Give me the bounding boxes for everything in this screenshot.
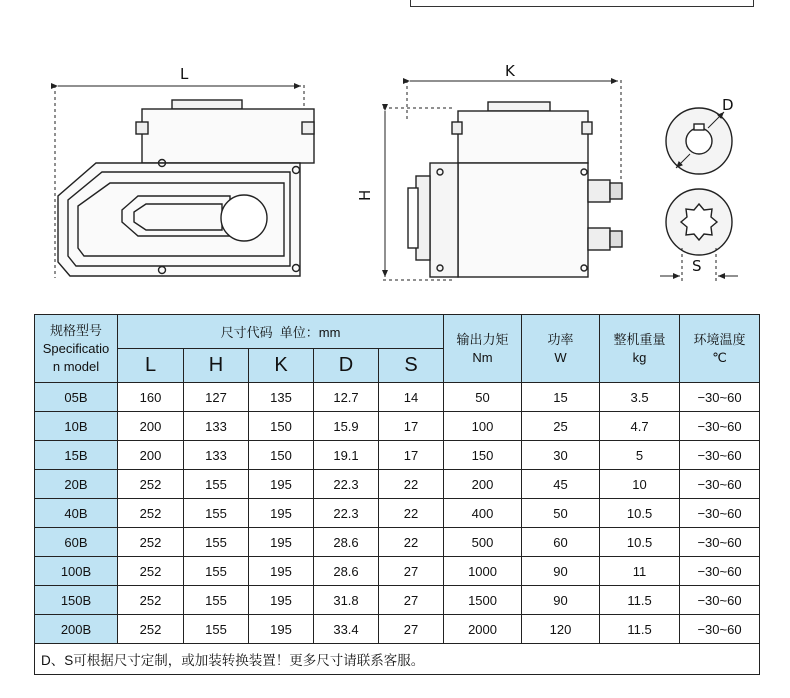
cell-temp: −30~60 (680, 528, 760, 557)
cell-D: 28.6 (314, 557, 379, 586)
cell-S: 17 (379, 412, 444, 441)
table-row (35, 441, 760, 470)
cell-weight: 4.7 (600, 412, 680, 441)
cell-torque: 100 (444, 412, 522, 441)
cell-H: 133 (184, 412, 249, 441)
cell-D: 28.6 (314, 528, 379, 557)
cell-H: 155 (184, 557, 249, 586)
cell-H: 133 (184, 441, 249, 470)
cell-D: 19.1 (314, 441, 379, 470)
cell-K: 150 (249, 412, 314, 441)
cell-power: 15 (522, 383, 600, 412)
shaft-keyway-view (666, 108, 732, 174)
cell-K: 195 (249, 586, 314, 615)
cell-S: 22 (379, 470, 444, 499)
cell-model: 15B (35, 441, 118, 470)
cell-S: 27 (379, 557, 444, 586)
table-row (35, 528, 760, 557)
cell-K: 195 (249, 615, 314, 644)
cell-H: 155 (184, 499, 249, 528)
col-header-H: H (184, 349, 249, 383)
power-header: 功率 W (522, 315, 600, 383)
cell-S: 27 (379, 615, 444, 644)
cell-K: 195 (249, 499, 314, 528)
cell-S: 17 (379, 441, 444, 470)
cell-weight: 10.5 (600, 499, 680, 528)
cell-K: 195 (249, 470, 314, 499)
specification-table (34, 314, 760, 675)
cell-K: 195 (249, 557, 314, 586)
model-header: 规格型号 Specificatio n model (35, 315, 118, 383)
table-row (35, 470, 760, 499)
dim-label-S: S (692, 257, 702, 275)
cell-power: 50 (522, 499, 600, 528)
table-row (35, 557, 760, 586)
table-row (35, 586, 760, 615)
dim-label-H: H (356, 189, 374, 201)
cell-power: 90 (522, 586, 600, 615)
cell-power: 45 (522, 470, 600, 499)
table-row (35, 412, 760, 441)
cell-H: 155 (184, 586, 249, 615)
cell-temp: −30~60 (680, 383, 760, 412)
cell-L: 252 (118, 557, 184, 586)
cell-model: 200B (35, 615, 118, 644)
cell-torque: 500 (444, 528, 522, 557)
cell-model: 60B (35, 528, 118, 557)
cell-K: 150 (249, 441, 314, 470)
cell-L: 252 (118, 586, 184, 615)
cell-temp: −30~60 (680, 441, 760, 470)
cell-torque: 2000 (444, 615, 522, 644)
cell-power: 25 (522, 412, 600, 441)
cell-weight: 11.5 (600, 615, 680, 644)
cell-weight: 10 (600, 470, 680, 499)
cell-temp: −30~60 (680, 499, 760, 528)
cell-H: 155 (184, 470, 249, 499)
cell-D: 12.7 (314, 383, 379, 412)
cell-weight: 5 (600, 441, 680, 470)
weight-header: 整机重量 kg (600, 315, 680, 383)
cell-torque: 150 (444, 441, 522, 470)
cell-L: 252 (118, 470, 184, 499)
cell-power: 60 (522, 528, 600, 557)
cell-weight: 3.5 (600, 383, 680, 412)
temp-header: 环境温度 ℃ (680, 315, 760, 383)
cell-S: 22 (379, 528, 444, 557)
cell-torque: 1000 (444, 557, 522, 586)
cell-D: 22.3 (314, 470, 379, 499)
cell-temp: −30~60 (680, 557, 760, 586)
dim-label-K: K (505, 62, 515, 80)
cell-torque: 200 (444, 470, 522, 499)
cell-model: 10B (35, 412, 118, 441)
cell-D: 33.4 (314, 615, 379, 644)
footnote: D、S可根据尺寸定制，或加装转换装置！更多尺寸请联系客服。 (35, 644, 760, 675)
table-row (35, 499, 760, 528)
torque-header: 输出力矩 Nm (444, 315, 522, 383)
cell-S: 14 (379, 383, 444, 412)
cell-L: 252 (118, 615, 184, 644)
cell-torque: 400 (444, 499, 522, 528)
table-row (35, 615, 760, 644)
cell-power: 120 (522, 615, 600, 644)
dim-label-L: L (180, 65, 189, 83)
cell-temp: −30~60 (680, 470, 760, 499)
cell-L: 252 (118, 499, 184, 528)
cell-H: 127 (184, 383, 249, 412)
cell-S: 22 (379, 499, 444, 528)
cell-S: 27 (379, 586, 444, 615)
cell-model: 150B (35, 586, 118, 615)
side-view (55, 85, 314, 278)
table-row (35, 383, 760, 412)
cell-L: 200 (118, 441, 184, 470)
cell-K: 135 (249, 383, 314, 412)
cell-L: 160 (118, 383, 184, 412)
front-view (383, 80, 622, 280)
cell-weight: 10.5 (600, 528, 680, 557)
cell-K: 195 (249, 528, 314, 557)
cell-D: 15.9 (314, 412, 379, 441)
cell-H: 155 (184, 528, 249, 557)
cell-temp: −30~60 (680, 615, 760, 644)
cell-torque: 50 (444, 383, 522, 412)
cell-D: 22.3 (314, 499, 379, 528)
dimension-header: 尺寸代码 单位：mm (118, 315, 444, 349)
cell-model: 40B (35, 499, 118, 528)
cell-torque: 1500 (444, 586, 522, 615)
cell-D: 31.8 (314, 586, 379, 615)
cell-L: 200 (118, 412, 184, 441)
cell-temp: −30~60 (680, 586, 760, 615)
cell-temp: −30~60 (680, 412, 760, 441)
col-header-L: L (118, 349, 184, 383)
cell-weight: 11 (600, 557, 680, 586)
col-header-K: K (249, 349, 314, 383)
col-header-S: S (379, 349, 444, 383)
cell-power: 30 (522, 441, 600, 470)
cell-H: 155 (184, 615, 249, 644)
col-header-D: D (314, 349, 379, 383)
cell-model: 100B (35, 557, 118, 586)
dim-label-D: D (722, 96, 734, 114)
cell-L: 252 (118, 528, 184, 557)
cell-model: 20B (35, 470, 118, 499)
cell-model: 05B (35, 383, 118, 412)
cell-weight: 11.5 (600, 586, 680, 615)
dimension-drawing (0, 0, 790, 310)
cell-power: 90 (522, 557, 600, 586)
